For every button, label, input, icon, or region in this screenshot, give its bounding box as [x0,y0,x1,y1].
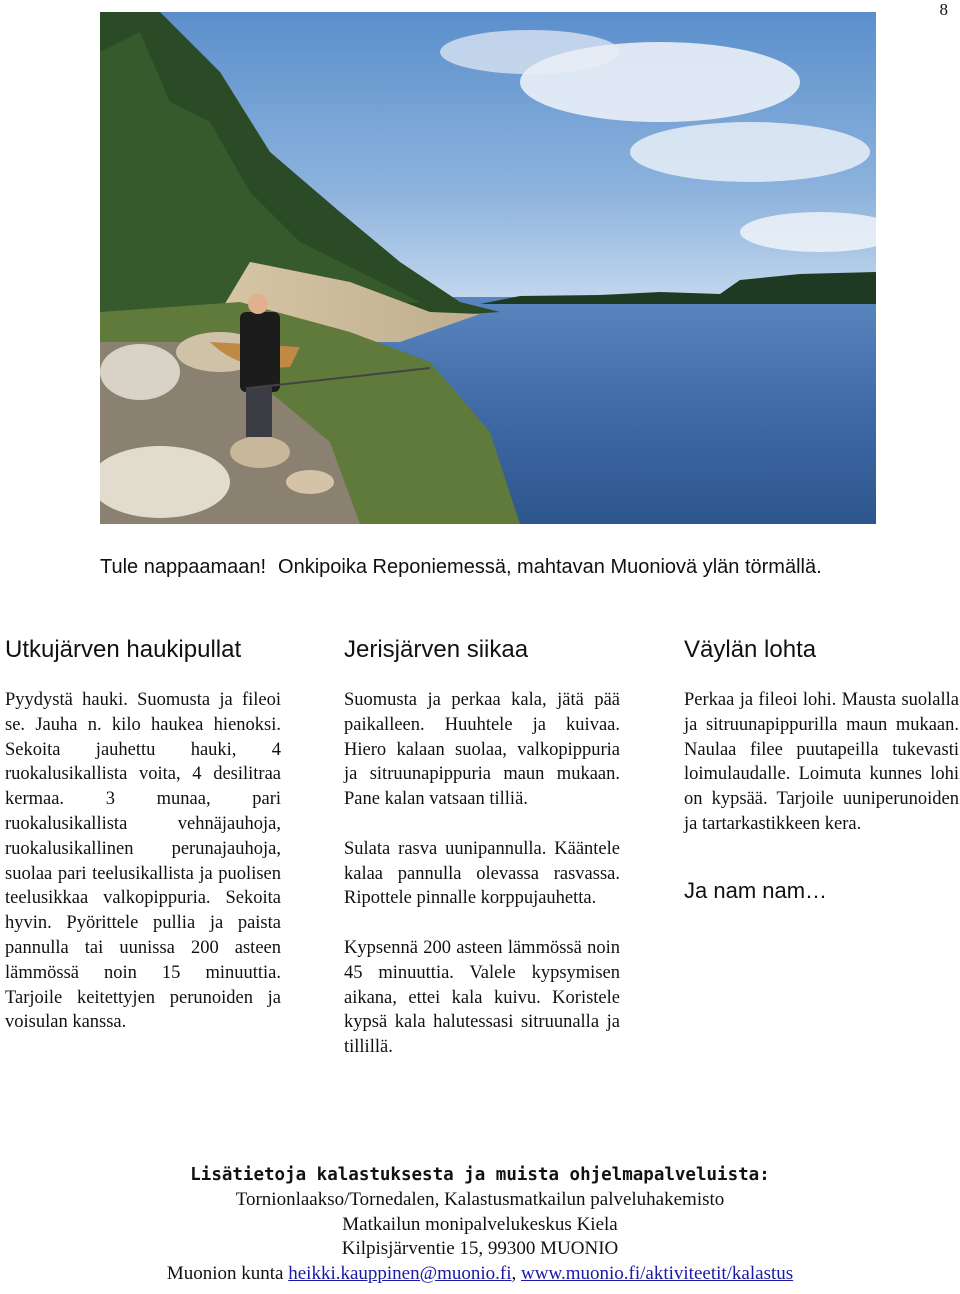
recipe-lohta [684,634,959,904]
footer-contact-line [0,1262,960,1287]
recipe-title: Väylän lohta [684,636,817,663]
footer-line: Kilpisjärventie 15, 99300 MUONIO [341,1238,619,1259]
recipe-paragraph: Pyydystä hauki. Suomusta ja fileoi se. Jauha n. kilo haukea hienoksi. Sekoita jauhettu hauki, 4 ruokalusikallista voita, 4 desilitraa kermaa. 3 munaa, pari ruokalusikallista vehnäjauhoja, ruokalusikallinen perunajauhoja, suolaa pari teelusikallista ja puolisen teelusikkaa valkopippuria. Sekoita hyvin. Pyörittele pullia ja paista pannulla tai uunissa 200 asteen lämmössä noin 15 minuuttia. Tarjoile keitettyjen perunoiden ja voisulan kanssa. [5,690,281,1033]
recipe-paragraph: Sulata rasva uunipannulla. Kääntele kalaa pannulla olevassa rasvassa. Ripottele pinnalle korppujauhetta. [344,838,620,909]
recipe-paragraph: Suomusta ja perkaa kala, jätä pää paikalleen. Huuhtele ja kuivaa. Hiero kalaan suolaa, valkopippuria ja sitruunapippuria maun mukaan. Pane kalan vatsaan tilliä. [344,690,620,810]
website-link[interactable]: www.muonio.fi/aktiviteetit/kalastus [521,1262,794,1284]
page-number: 8 [939,0,948,19]
photo-caption [100,556,900,579]
municipality-label: Muonion kunta [166,1262,284,1284]
footer-title: Lisätietoja kalastuksesta ja muista ohjelmapalveluista: [190,1165,770,1185]
recipe-paragraph: Perkaa ja fileoi lohi. Mausta suolalla ja sitruunapippurilla maun mukaan. Naulaa filee puutapeilla tukevasti loimulaudalle. Loimuta kunnes lohi on kypsää. Tarjoile uuniperunoiden ja tartarkastikkeen kera. [684,690,959,834]
recipe-title: Jerisjärven siikaa [344,636,529,663]
lake-photo [100,12,876,524]
recipe-siikaa [344,634,620,1060]
contact-footer [0,1162,960,1286]
separator: , [511,1262,517,1284]
recipe-haukipullat [5,634,281,1035]
email-link[interactable]: heikki.kauppinen@muonio.fi [288,1262,512,1284]
caption-invitation: Tule nappaamaan! [100,556,267,578]
footer-line: Matkailun monipalvelukeskus Kiela [342,1213,618,1235]
recipe-paragraph: Kypsennä 200 asteen lämmössä noin 45 minuuttia. Valele kypsymisen aikana, ettei kala kuivu. Koristele kypsä kala halutessasi sitruunalla ja tillillä. [344,937,620,1058]
closing-phrase: Ja nam nam… [684,877,828,903]
recipe-title: Utkujärven haukipullat [5,636,242,663]
caption-description: Onkipoika Reponiemessä, mahtavan Muoniovä ylän törmällä. [278,556,822,578]
footer-line: Tornionlaakso/Tornedalen, Kalastusmatkailun palveluhakemisto [235,1189,725,1210]
